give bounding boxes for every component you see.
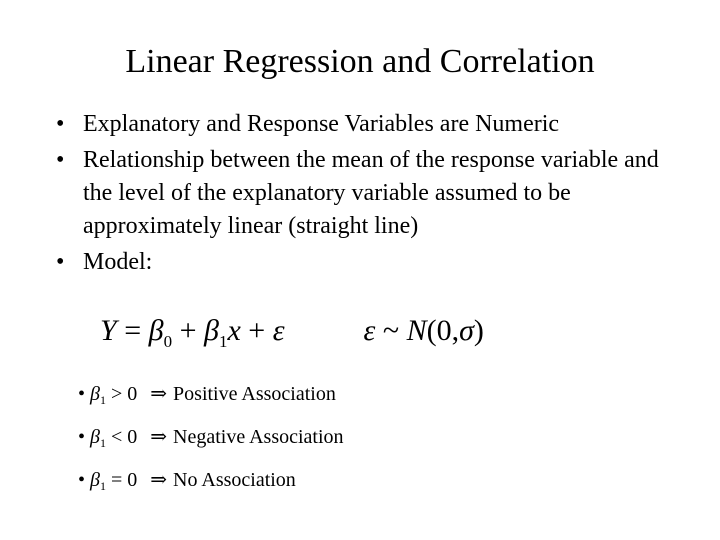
association-list [78, 381, 344, 510]
bullet-marker: • [56, 111, 65, 137]
bullet-text: Model: [83, 249, 153, 275]
model-plus: + [179, 314, 197, 347]
association-item-none [78, 467, 344, 510]
implies-arrow-icon: ⇒ [150, 383, 168, 405]
bullet-marker: • [78, 469, 86, 491]
error-distribution-close: ) [473, 314, 484, 347]
implies-arrow-icon: ⇒ [150, 426, 168, 448]
model-plus: + [248, 314, 266, 347]
association-item-positive [78, 381, 344, 424]
slope-relation: = 0 [110, 469, 138, 491]
bullet-item [56, 108, 676, 141]
model-beta0-subscript: 0 [163, 332, 173, 351]
slope-subscript: 1 [99, 479, 106, 493]
association-item-negative [78, 424, 344, 467]
slope-relation: < 0 [110, 426, 138, 448]
bullet-marker: • [56, 147, 65, 173]
model-equation [100, 309, 620, 359]
error-distribution-args: (0, [426, 314, 460, 347]
bullet-item [56, 144, 676, 243]
association-label: Positive Association [173, 383, 336, 405]
bullet-marker: • [56, 249, 65, 275]
bullet-marker: • [78, 383, 86, 405]
model-equals: = [124, 314, 142, 347]
slope-symbol: β [90, 383, 100, 405]
bullet-text: Explanatory and Response Variables are Numeric [83, 111, 560, 137]
bullet-list [56, 108, 676, 282]
error-distribution-tilde: ~ [382, 314, 400, 347]
model-explanatory-var: x [227, 314, 241, 347]
implies-arrow-icon: ⇒ [150, 469, 168, 491]
association-label: No Association [173, 469, 296, 491]
error-distribution-epsilon: ε [363, 314, 376, 347]
model-beta1-subscript: 1 [218, 332, 228, 351]
model-error-term: ε [272, 314, 285, 347]
model-beta1: β [203, 314, 219, 347]
slope-subscript: 1 [99, 436, 106, 450]
model-response-var: Y [100, 314, 117, 347]
slide-title: Linear Regression and Correlation [125, 43, 595, 80]
model-beta0: β [148, 314, 164, 347]
bullet-marker: • [78, 426, 86, 448]
slope-subscript: 1 [99, 393, 106, 407]
association-label: Negative Association [173, 426, 344, 448]
bullet-text: Relationship between the mean of the response variable and the level of the explanatory variable assumed to be approximately linear (straight line) [83, 147, 659, 239]
error-distribution-sigma: σ [459, 314, 474, 347]
slope-symbol: β [90, 469, 100, 491]
slope-symbol: β [90, 426, 100, 448]
bullet-item [56, 246, 676, 279]
slope-relation: > 0 [110, 383, 138, 405]
error-distribution-normal: N [406, 314, 427, 347]
